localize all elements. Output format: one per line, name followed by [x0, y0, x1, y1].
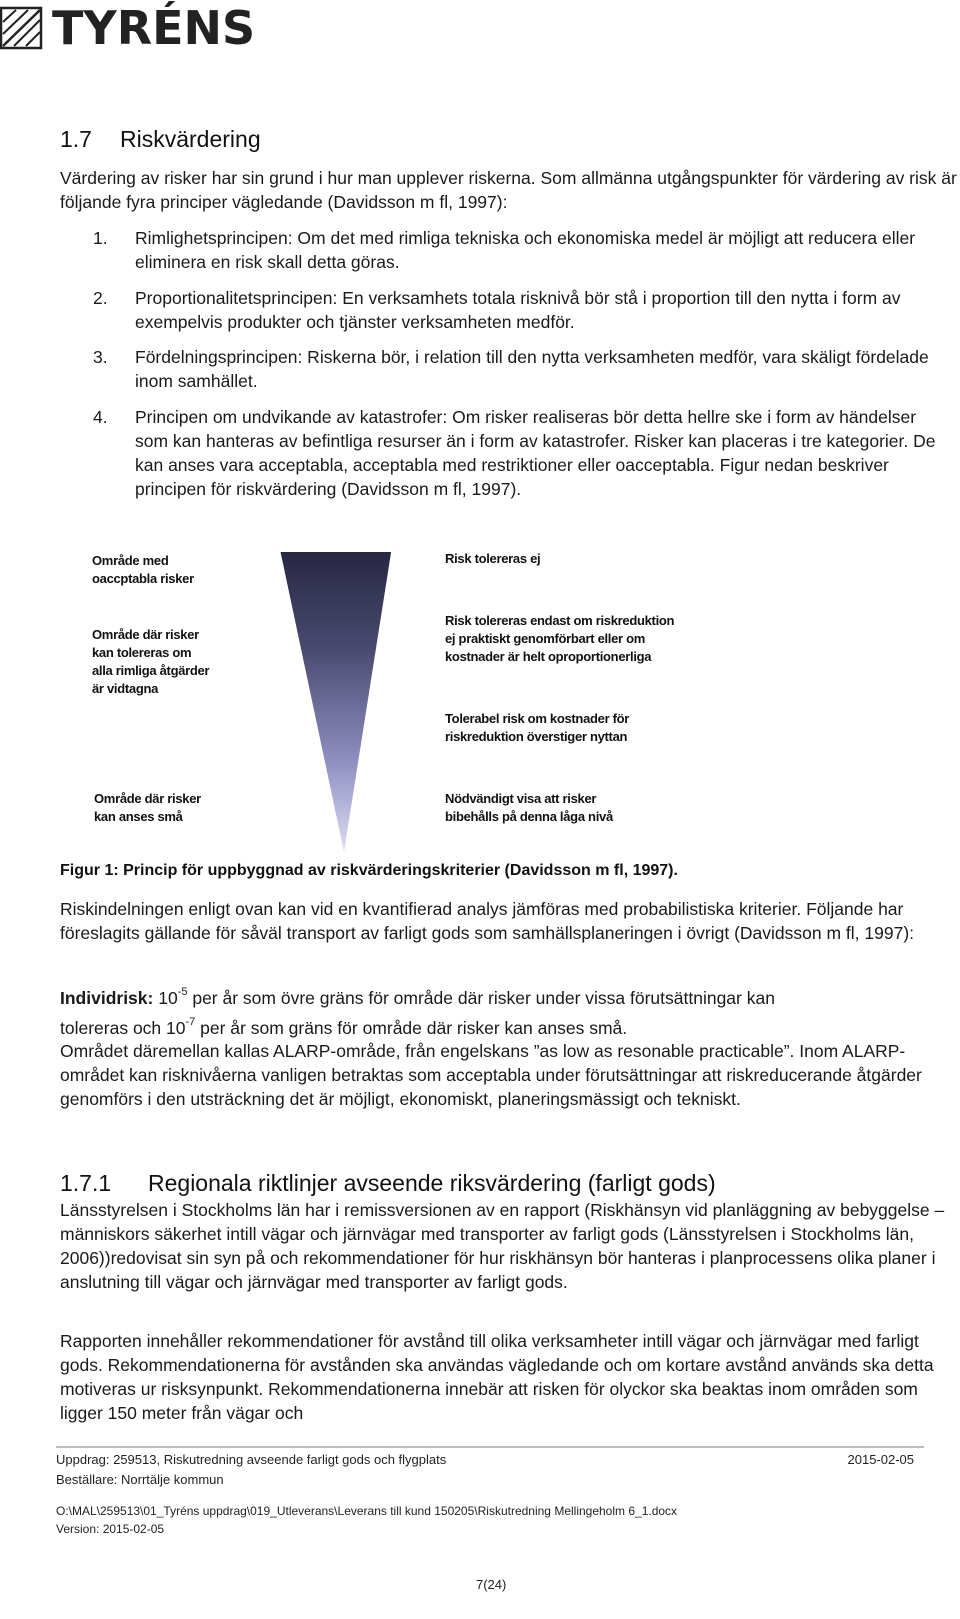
alarp-paragraph: Området däremellan kallas ALARP-område, från engelskans ”as low as resonable practicable”. Inom ALARP-området kan risknivåerna vanligen betraktas som acceptabla under förutsättningar att riskreducerande åtgärder genomförs i den utsträckning det är möjligt, ekonomiskt, planeringsmässigt och tekniskt. — [60, 1041, 922, 1109]
footer-assignment: Uppdrag: 259513, Riskutredning avseende farligt gods och flygplats — [56, 1452, 447, 1467]
company-logo — [0, 1, 256, 55]
section-title: Riskvärdering — [120, 126, 261, 152]
lansstyrelsen-paragraph: Länsstyrelsen i Stockholms län har i remissversionen av en rapport (Riskhänsyn vid planläggning av bebyggelse – människors säkerhet intill vägar och järnvägar med transporter av farligt gods (Länsstyrelsen i Stockholms län, 2006))redovisat sin syn på och rekommendationer för hur riskhänsyn bör hanteras i planprocessens olika planer i anslutning till vägar och järnvägar med transporter av farligt gods. — [60, 1200, 945, 1292]
label-unacceptable-area: Område med oaccptabla risker — [92, 553, 194, 586]
label-tolerable-risk: Tolerabel risk om kostnader för riskreduktion överstiger nyttan — [445, 711, 630, 744]
principle-item — [93, 286, 953, 334]
rapport-paragraph: Rapporten innehåller rekommendationer för avstånd till olika verksamheter intill vägar och järnvägar med farligt gods. Rekommendationerna för avstånden ska användas vägledande och om kortare avstånd används ska detta motiveras ur risksynpunkt. Rekommendationerna innebär att risken för olyckor ska beaktas inom områden som ligger 150 meter från vägar och — [60, 1331, 934, 1423]
principle-number: 2. — [93, 288, 108, 308]
footer-date: 2015-02-05 — [847, 1452, 914, 1467]
principle-item — [93, 226, 953, 274]
exponent: -5 — [177, 986, 188, 998]
label-not-tolerated: Risk tolereras ej — [445, 551, 541, 566]
risk-triangle — [278, 552, 393, 852]
footer-divider — [56, 1446, 924, 1448]
label-keep-low: Nödvändigt visa att risker bibehålls på denna låga nivå — [445, 791, 613, 824]
individrisk-label: Individrisk: — [60, 988, 154, 1008]
risk-triangle-figure — [88, 552, 788, 852]
footer-client: Beställare: Norrtälje kommun — [56, 1472, 224, 1487]
principle-text: Principen om undvikande av katastrofer: Om risker realiseras bör detta hellre ske i form av händelser som kan hanteras av befintliga resurser än i form av katastrofer. Risker kan placeras i tre kategorier. De kan anses vara acceptabla, acceptabla med restriktioner eller oacceptabla. Figur nedan beskriver principen för riskvärdering (Davidsson m fl, 1997). — [135, 407, 936, 499]
tyrens-logo-icon — [0, 6, 44, 50]
principle-number: 4. — [93, 407, 108, 427]
principle-number: 3. — [93, 347, 108, 367]
section-number: 1.7 — [60, 126, 92, 152]
subsection-heading — [60, 1170, 716, 1197]
principle-number: 1. — [93, 228, 108, 248]
intro-paragraph: Värdering av risker har sin grund i hur man upplever riskerna. Som allmänna utgångspunkter för värdering av risk är följande fyra principer vägledande (Davidsson m fl, 1997): — [60, 168, 957, 212]
label-tolerable-area: Område där risker kan tolereras om alla rimliga åtgärder är vidtagna — [92, 627, 210, 696]
individrisk-text: tolereras och 10 — [60, 1018, 186, 1038]
principle-item — [93, 405, 953, 501]
individrisk-text: 10 — [153, 988, 178, 1008]
label-small-risk-area: Område där risker kan anses små — [94, 791, 201, 824]
principle-text: Proportionalitetsprincipen: En verksamhets totala risknivå bör stå i proportion till den nytta i form av exempelvis produkter och tjänster verksamheten medför. — [135, 288, 901, 332]
individrisk-paragraph — [60, 980, 960, 1040]
footer-file-path: O:\MAL\259513\01_Tyréns uppdrag\019_Utleverans\Leverans till kund 150205\Riskutredning Mellingeholm 6_1.docx — [56, 1504, 678, 1518]
page-number: 7(24) — [476, 1577, 507, 1592]
section-heading — [60, 126, 261, 153]
figure-caption: Figur 1: Princip för uppbyggnad av riskvärderingskriterier (Davidsson m fl, 1997). — [60, 862, 678, 879]
principle-item — [93, 345, 953, 393]
individrisk-text: per år som övre gräns för område där risker under vissa förutsättningar kan — [187, 988, 775, 1008]
exponent: -7 — [185, 1016, 196, 1028]
riskindelning-paragraph: Riskindelningen enligt ovan kan vid en kvantifierad analys jämföras med probabilistiska kriterier. Följande har föreslagits gällande för såväl transport av farligt gods som samhällsplaneringen i övrigt (Davidsson m fl, 1997): — [60, 899, 915, 943]
footer-version: Version: 2015-02-05 — [56, 1522, 165, 1536]
principle-text: Rimlighetsprincipen: Om det med rimliga tekniska och ekonomiska medel är möjligt att reducera eller eliminera en risk skall detta göras. — [135, 228, 916, 272]
principle-text: Fördelningsprincipen: Riskerna bör, i relation till den nytta verksamheten medför, vara skäligt fördelade inom samhället. — [135, 347, 929, 391]
subsection-title: Regionala riktlinjer avseende riksvärdering (farligt gods) — [148, 1170, 716, 1196]
logo-text: TYRÉNS — [52, 1, 256, 55]
individrisk-text: per år som gräns för område där risker kan anses små. — [195, 1018, 628, 1038]
subsection-number: 1.7.1 — [60, 1170, 112, 1196]
label-risk-reduction: Risk tolereras endast om riskreduktion ej praktiskt genomförbart eller om kostnader är helt oproportionerliga — [445, 613, 675, 664]
